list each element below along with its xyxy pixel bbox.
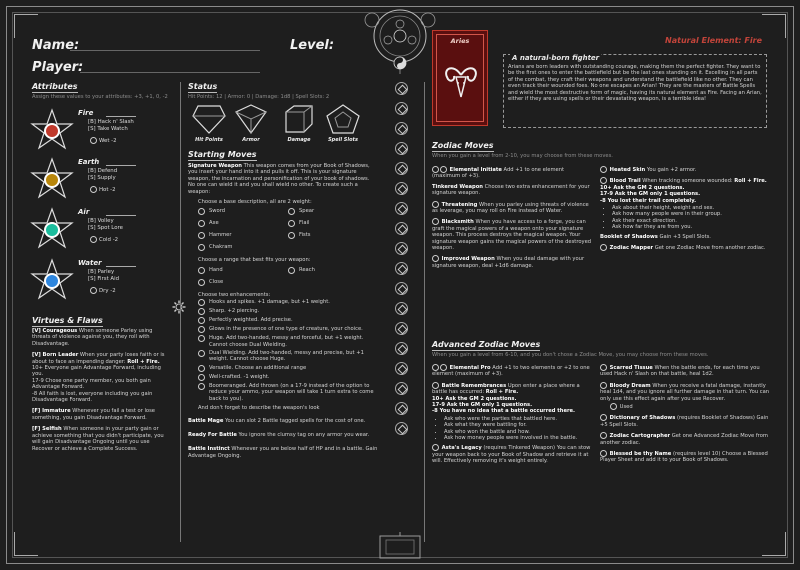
rune-icon	[395, 102, 408, 115]
rune-icon	[395, 402, 408, 415]
attributes-instruction: Assign these values to your attributes: +3, +1, 0, -2	[32, 94, 168, 100]
advanced-move[interactable]: Scarred Tissue When the battle ends, for each time you used Hack n' Slash on that battle, heal 1d2.	[600, 365, 760, 378]
zodiac-move[interactable]: Improved Weapon When you deal damage with your signature weapon, deal +1d6 damage.	[432, 256, 585, 269]
zodiac-right	[600, 166, 770, 255]
intro-text: Arians are born leaders with outstanding courage, making them the perfect fighter. They want to be the first ones to enter the battlefield but be the last ones standing on it. Excelling in all parts of the combat, they craft their weapons and understand the battlefield like no other. They can even track their wounded foes. No one escapes an Arian! They are the masters of Battle Spells and wield the most destructive form of magic, having its natural element as Fire. Facing an Arian, either if they are using spells or their devastating weapon, is a terrible idea!	[508, 64, 762, 103]
option-checkbox[interactable]: Hammer	[198, 232, 288, 239]
move-item: Battle Mage You can slot 2 Battle tagged spells for the cost of one.	[188, 417, 366, 424]
remember-questions: • Ask who were the parties that battled here. • Ask what they were battling for. • Ask who won the battle and how. • Ask how money people were involved in the battle.	[444, 416, 594, 442]
option-checkbox[interactable]: Reach	[288, 267, 378, 274]
earth-star-icon	[30, 157, 74, 201]
option-checkbox[interactable]: Glows in the presence of one type of creature, your choice.	[198, 326, 378, 333]
level-label: Level:	[290, 38, 335, 53]
spell-slots-shape[interactable]	[326, 104, 360, 134]
rune-icon	[395, 202, 408, 215]
bottom-ornament-icon	[372, 532, 428, 562]
fire-star-icon	[30, 108, 74, 152]
attributes-title: Attributes	[32, 82, 78, 91]
intro-box	[503, 54, 767, 128]
corner-ornament	[14, 532, 38, 556]
option-checkbox[interactable]: Hand	[198, 267, 288, 274]
attribute-moves: [B] Parley [S] First Aid	[88, 269, 120, 282]
advanced-left	[432, 364, 594, 469]
zodiac-move[interactable]: Blood Trail When tracking someone wounded: Roll + Fire. 10+ Ask the GM 2 questions. 17-9 Ask the GM only 1 questions. -8 You lost their trail completely.	[600, 178, 767, 204]
attribute-value-field[interactable]	[106, 266, 136, 267]
rune-icon	[395, 122, 408, 135]
rune-icon	[395, 222, 408, 235]
natural-element: Natural Element: Fire	[665, 36, 762, 45]
option-checkbox[interactable]: Axe	[198, 220, 288, 227]
zodiac-move[interactable]: Elemental Initiate Add +1 to one element (maximum of +3).	[432, 167, 565, 180]
attribute-moves: [B] Hack n' Slash [S] Take Watch	[88, 119, 134, 132]
advanced-move[interactable]: Zodiac Cartographer Get one Advanced Zodiac Move from another zodiac.	[600, 433, 768, 446]
debuff-checkbox[interactable]: Hot -2	[90, 186, 116, 193]
advanced-intro: When you gain a level from 6-10, and you don't chose a Zodiac Move, you may choose from these moves.	[432, 352, 709, 358]
rune-icon	[395, 302, 408, 315]
option-checkbox[interactable]: Flail	[288, 220, 378, 227]
debuff-checkbox[interactable]: Dry -2	[90, 287, 116, 294]
zodiac-intro: When you gain a level from 2-10, you may choose from these moves.	[432, 153, 613, 159]
range-prompt: Choose a range that best fits your weapon:	[198, 257, 311, 264]
attribute-value-field[interactable]	[106, 116, 136, 117]
attribute-fire	[30, 108, 170, 156]
attribute-moves: [B] Defend [S] Supply	[88, 168, 118, 181]
flaw-item: [F] Selfish When someone in your party gain or achieve something that you didn't participate, you will gain Disadvantage Ongoing until you use Recover or achieve a Complete Success.	[32, 426, 164, 452]
corner-ornament	[762, 532, 786, 556]
debuff-checkbox[interactable]: Cold -2	[90, 236, 118, 243]
trail-questions: • Ask about their height, weight and sex. • Ask how many people were in their group. • Ask their exact direction. • Ask how far they are from you.	[612, 205, 770, 231]
ram-icon	[443, 61, 479, 101]
debuff-checkbox[interactable]: Wet -2	[90, 137, 117, 144]
stat-label: Armor	[242, 137, 260, 143]
starting-moves	[188, 163, 378, 459]
damage-shape[interactable]	[282, 104, 316, 134]
starting-moves-title: Starting Moves	[188, 150, 257, 159]
option-checkbox[interactable]: Huge. Add two-handed, messy and forceful, but +1 weight. Cannot choose Dual Wielding.	[198, 335, 378, 348]
advanced-move[interactable]: Battle Remembrances Upon enter a place where a battle has occurred: Roll + Fire. 10+ Ask the GM 2 questions. 17-9 Ask the GM only 1 questions. -8 You have no idea that a battle occurred there.	[432, 382, 580, 415]
column-divider	[180, 82, 181, 542]
zodiac-move[interactable]: Heated Skin You gain +2 armor.	[600, 166, 770, 173]
stat-label: Spell Slots	[328, 137, 358, 143]
advanced-right	[600, 364, 770, 468]
virtues-list	[32, 328, 172, 457]
rune-icon	[395, 382, 408, 395]
corner-ornament	[762, 14, 786, 38]
rune-icon	[395, 282, 408, 295]
column-divider	[424, 82, 425, 542]
rune-icon	[395, 162, 408, 175]
option-checkbox[interactable]: Perfectly weighted. Add precise.	[198, 317, 378, 324]
range-options	[198, 266, 378, 288]
corner-ornament	[14, 14, 38, 38]
option-checkbox[interactable]: Spear	[288, 208, 378, 215]
attribute-value-field[interactable]	[106, 165, 136, 166]
base-options	[198, 207, 378, 253]
rune-icon	[395, 342, 408, 355]
status-title: Status	[188, 82, 218, 91]
attribute-name: Fire	[78, 109, 94, 117]
zodiac-move[interactable]: Zodiac Mapper Get one Zodiac Move from another zodiac.	[600, 244, 770, 251]
rune-icon	[395, 322, 408, 335]
attribute-name: Air	[78, 208, 90, 216]
rune-icon	[395, 182, 408, 195]
option-checkbox[interactable]: Versatile. Choose an additional range	[198, 365, 378, 372]
signature-weapon: Signature Weapon This weapon comes from your Book of Shadows, you insert your hand into it and pulls it off. This is your signature weapon, the incarnation and personification of your book of shadows. No one can wield it and you shall wield no other. To create such a weapon:	[188, 163, 370, 195]
rune-icon	[395, 362, 408, 375]
card-title: Aries	[450, 37, 470, 45]
virtue-item: [V] Courageous When someone Parley using threats of violence against you, they roll with Disadvantage.	[32, 328, 153, 347]
option-checkbox[interactable]: Hooks and spikes. +1 damage, but +1 weight.	[198, 299, 378, 306]
attribute-moves: [B] Volley [S] Spot Lore	[88, 218, 123, 231]
advanced-move[interactable]: Asta's Legacy (requires Tinkered Weapon) You can stow your weapon back to your Book of Shadow and retrieve it at will. Effectively removing it's weight entirely.	[432, 445, 591, 465]
attribute-value-field[interactable]	[106, 215, 136, 216]
attribute-name: Earth	[78, 158, 100, 166]
zodiac-move[interactable]: Threatening When you parley using threats of violence as leverage, you may roll on Fire instead of Water.	[432, 201, 589, 215]
advanced-move[interactable]: Elemental Pro Add +1 to two elements or +2 to one element (maximum of +3).	[432, 365, 590, 378]
player-label: Player:	[32, 60, 84, 75]
attribute-air	[30, 207, 170, 255]
forget-note: And don't forget to describe the weapon's look	[198, 405, 320, 412]
virtues-title: Virtues & Flaws	[32, 316, 103, 325]
hit-points-shape[interactable]	[192, 104, 226, 134]
base-prompt: Choose a base description, all are 2 weight:	[198, 199, 312, 206]
gear-icon	[172, 300, 186, 314]
advanced-move[interactable]: Blessed be thy Name (requires level 10) Choose a Blessed Player Sheet and add it to your Book of Shadows.	[600, 451, 768, 464]
name-field[interactable]	[70, 50, 260, 51]
rune-icon	[395, 262, 408, 275]
option-checkbox[interactable]: Dual Wielding. Add two-handed, messy and precise, but +1 weight. Cannot choose Huge.	[198, 350, 378, 363]
air-star-icon	[30, 207, 74, 251]
option-checkbox[interactable]: Sword	[198, 208, 288, 215]
attribute-earth	[30, 157, 170, 205]
virtue-item: [V] Born Leader When your party loses faith or is about to face an impending danger: Roll + Fire. 10+ Everyone gain Advantage Forward, including you. 17-9 Chose one party member, you both gain Advantage Forward. -8 All faith is lost, everyone including you gain Disadvantage Forward.	[32, 352, 165, 404]
player-field[interactable]	[80, 72, 260, 73]
rune-icon	[395, 422, 408, 435]
move-item: Ready For Battle You ignore the clumsy tag on any armor you wear.	[188, 431, 370, 438]
option-checkbox[interactable]: Fists	[288, 232, 378, 239]
stat-label: Hit Points	[195, 137, 223, 143]
rune-icon	[395, 142, 408, 155]
name-label: Name:	[32, 38, 80, 53]
rune-column	[394, 82, 410, 442]
option-checkbox[interactable]: Well-crafted. -1 weight.	[198, 374, 378, 381]
advanced-moves-title: Advanced Zodiac Moves	[432, 340, 541, 349]
move-item: Battle Instinct Whenever you are below half of HP and in a battle. Gain Advantage Ongoing.	[188, 446, 378, 459]
stat-label: Damage	[287, 137, 311, 143]
armor-shape[interactable]	[234, 104, 268, 134]
advanced-move[interactable]: Dictionary of Shadows (requires Booklet of Shadows) Gain +5 Spell Slots.	[600, 415, 769, 428]
rune-icon	[395, 242, 408, 255]
option-checkbox[interactable]: Sharp. +2 piercing.	[198, 308, 378, 315]
yin-yang-icon	[393, 56, 407, 70]
zodiac-move[interactable]: Booklet of Shadows Gain +3 Spell Slots.	[600, 233, 711, 240]
option-checkbox[interactable]: Close	[198, 279, 288, 286]
aries-card	[432, 30, 488, 126]
status-line: Hit Points: 12 | Armor: 0 | Damage: 1d8 | Spell Slots: 2	[188, 94, 330, 100]
zodiac-moves-title: Zodiac Moves	[432, 141, 494, 150]
option-checkbox[interactable]: Chakram	[198, 244, 288, 251]
intro-title: A natural-born fighter	[512, 54, 600, 62]
zodiac-left	[432, 166, 592, 273]
zodiac-move[interactable]: Blacksmith When you have access to a forge, you can graft the magical powers of a weapon onto your signature weapon. This process destroys the magical weapon. Your signature weapon gains the magical powers of the destroyed weapon.	[432, 219, 592, 252]
option-checkbox[interactable]: Boomeranged. Add thrown (on a 17-9 instead of the option to reduce your ammo, your weapon will take 1 turn extra to come back to you).	[198, 383, 378, 402]
used-checkbox[interactable]: Used	[610, 403, 770, 410]
zodiac-move[interactable]: Tinkered Weapon Choose two extra enhancement for your signature weapon.	[432, 183, 590, 197]
advanced-move[interactable]: Bloody Dream When you receive a fatal damage, instantly heal 1d4, and you ignore all further damage in that turn. You can only use this effect again after you use Recover.	[600, 382, 770, 402]
flaw-item: [F] Immature Whenever you fail a test or lose something, you gain Disadvantage Forward.	[32, 408, 156, 421]
rune-icon	[395, 82, 408, 95]
attribute-name: Water	[78, 259, 102, 267]
water-star-icon	[30, 258, 74, 302]
attribute-water	[30, 258, 170, 306]
enhancement-prompt: Choose two enhancements:	[198, 291, 271, 298]
